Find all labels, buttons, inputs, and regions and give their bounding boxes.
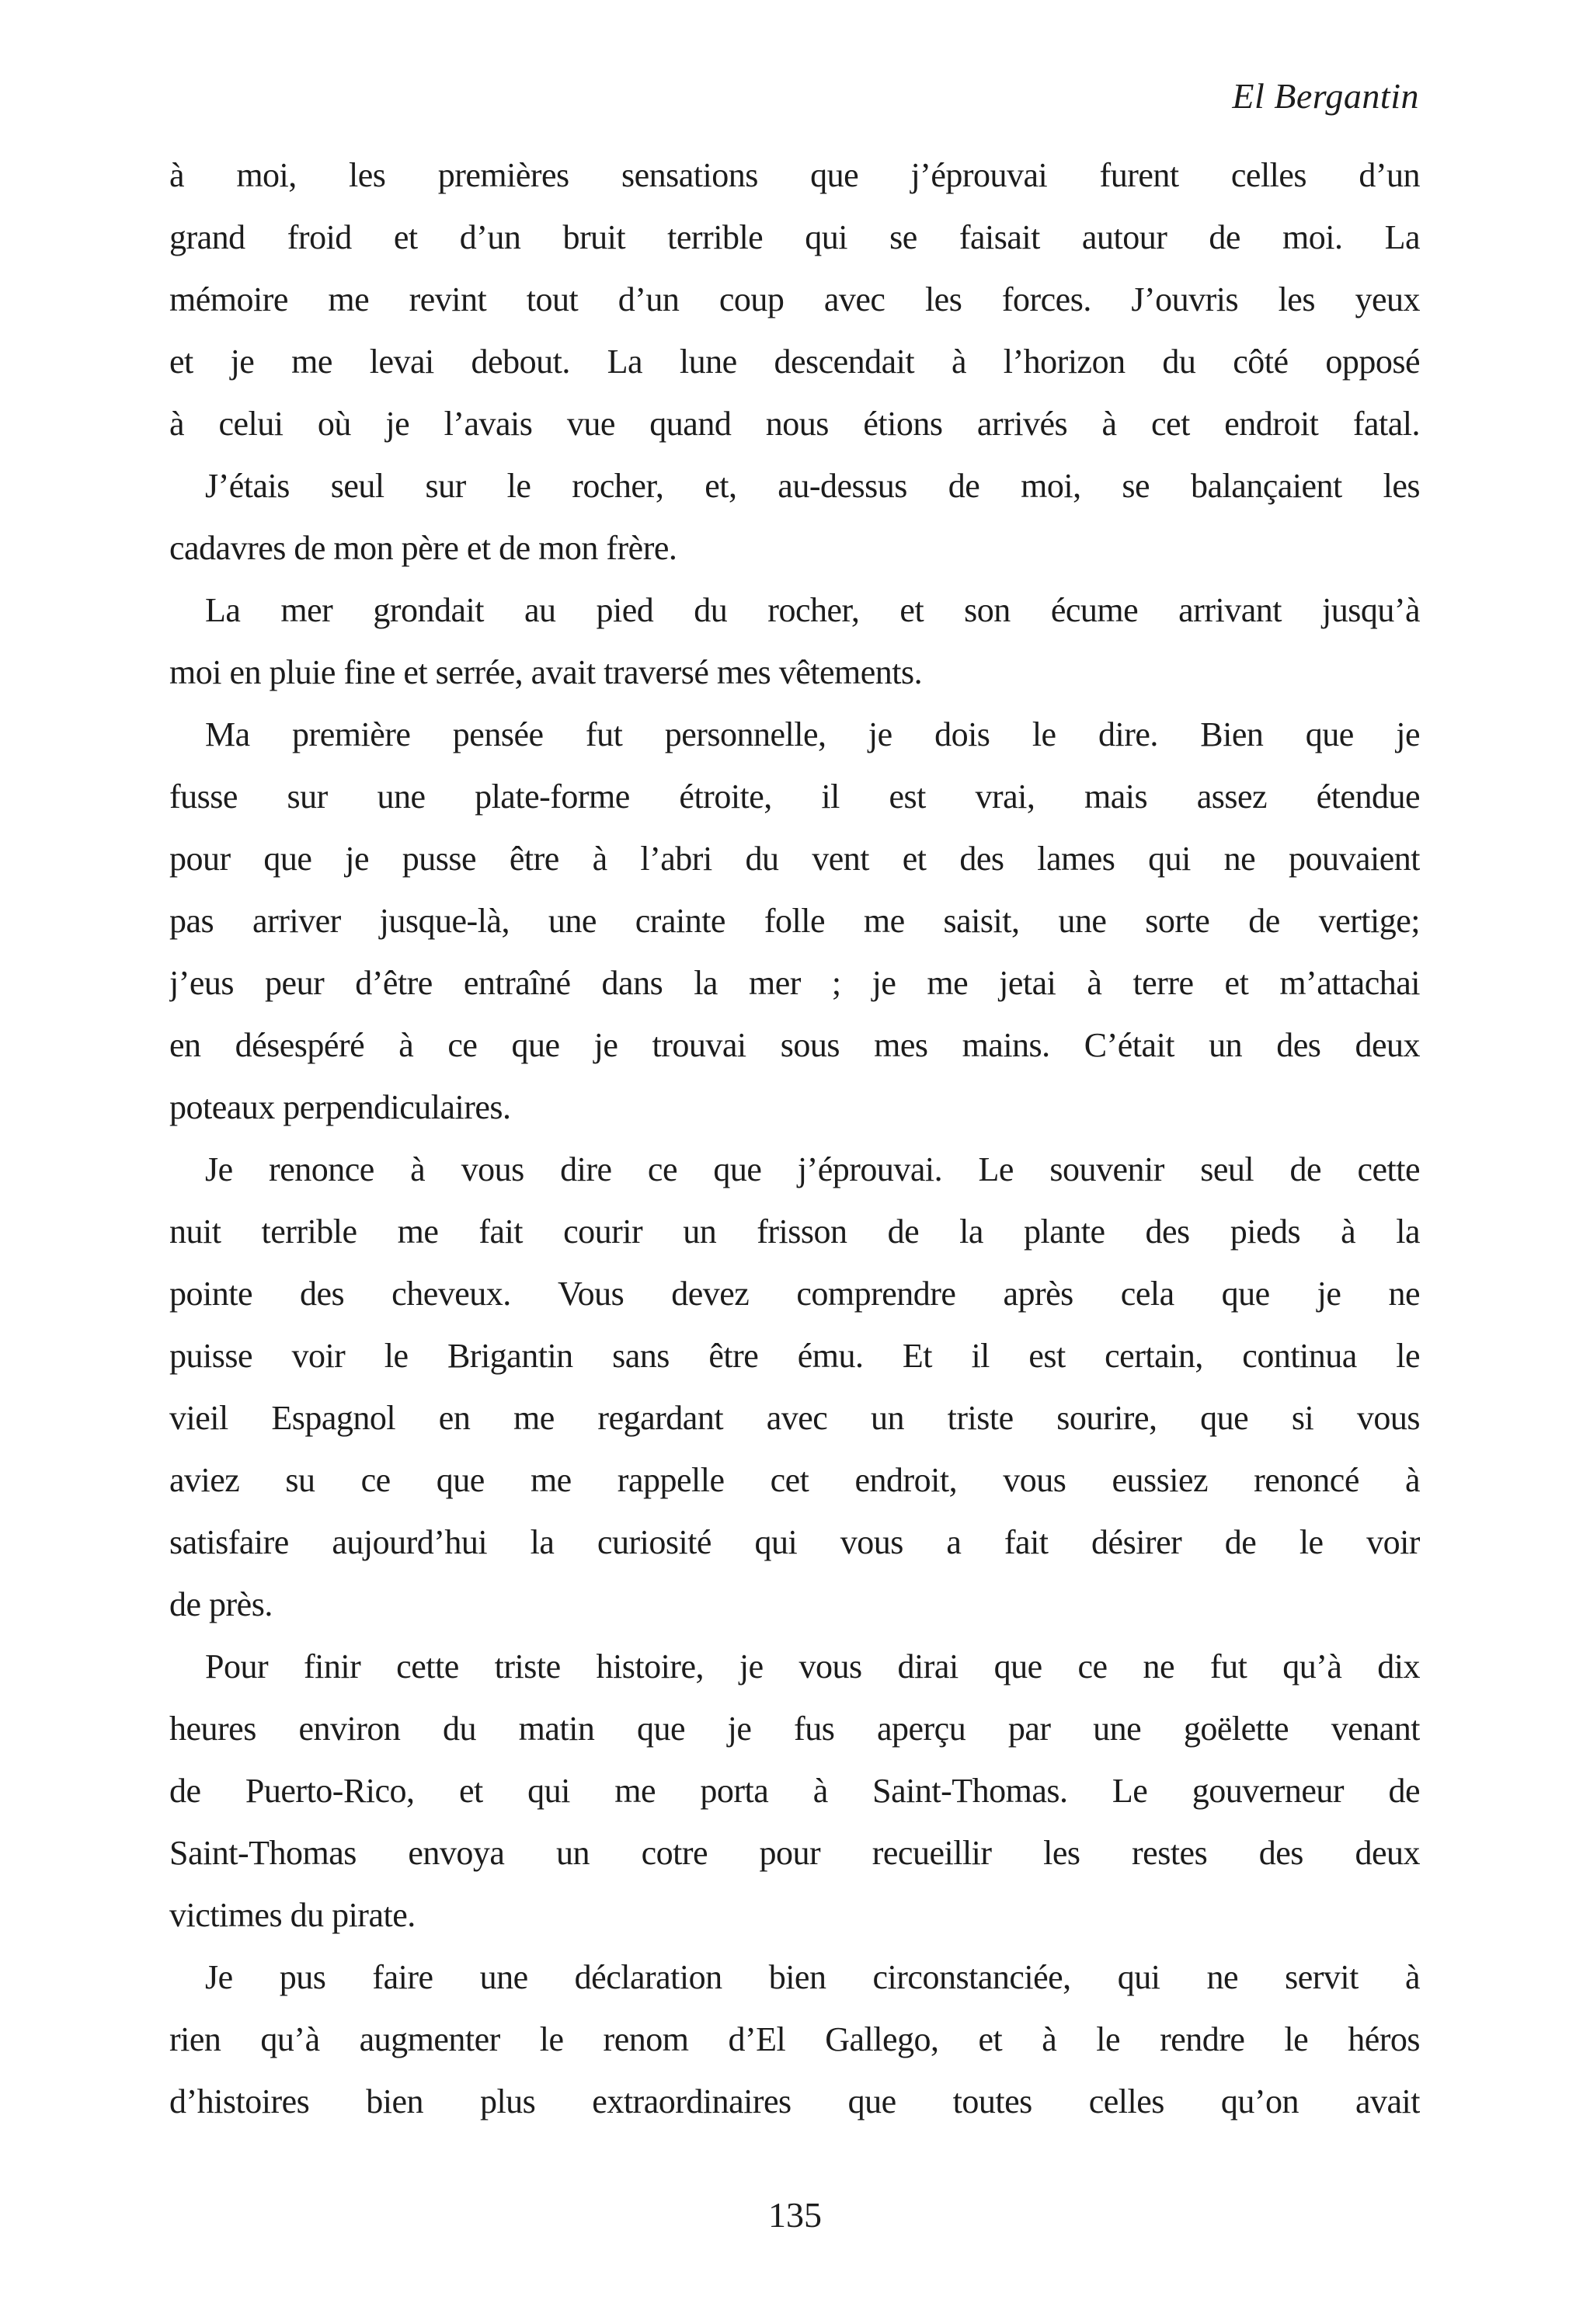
paragraph: [169, 1636, 1420, 1947]
text-line: victimes du pirate.: [169, 1896, 416, 1934]
text-line: d’histoires bien plus extraordinaires que toutes celles qu’on avait: [169, 2082, 1420, 2120]
text-line: heures environ du matin que je fus aperçu par une goëlette venant: [169, 1710, 1420, 1748]
text-line: rien qu’à augmenter le renom d’El Gallego, et à le rendre le héros: [169, 2020, 1420, 2058]
paragraph: [169, 1139, 1420, 1636]
text-line: Ma première pensée fut personnelle, je dois le dire. Bien que je: [205, 715, 1420, 753]
text-line: grand froid et d’un bruit terrible qui se faisait autour de moi. La: [169, 218, 1420, 256]
text-line: Je renonce à vous dire ce que j’éprouvai. Le souvenir seul de cette: [205, 1150, 1420, 1188]
text-line: à celui où je l’avais vue quand nous étions arrivés à cet endroit fatal.: [169, 405, 1420, 443]
text-line: pas arriver jusque-là, une crainte folle me saisit, une sorte de vertige;: [169, 902, 1420, 940]
text-line: de Puerto-Rico, et qui me porta à Saint-Thomas. Le gouverneur de: [169, 1772, 1420, 1810]
page-number: 135: [768, 2195, 822, 2235]
text-line: en désespéré à ce que je trouvai sous mes mains. C’était un des deux: [169, 1026, 1420, 1064]
paragraph: [169, 455, 1420, 579]
text-line: pointe des cheveux. Vous devez comprendre après cela que je ne: [169, 1275, 1420, 1313]
text-line: aviez su ce que me rappelle cet endroit, vous eussiez renoncé à: [169, 1461, 1420, 1499]
text-line: pour que je pusse être à l’abri du vent et des lames qui ne pouvaient: [169, 840, 1420, 878]
text-line: Pour finir cette triste histoire, je vous dirai que ce ne fut qu’à dix: [205, 1647, 1420, 1686]
text-line: satisfaire aujourd’hui la curiosité qui vous a fait désirer de le voir: [169, 1523, 1420, 1561]
text-line: cadavres de mon père et de mon frère.: [169, 529, 677, 567]
text-line: moi en pluie fine et serrée, avait traversé mes vêtements.: [169, 653, 923, 691]
text-line: Je pus faire une déclaration bien circonstanciée, qui ne servit à: [205, 1958, 1420, 1996]
text-line: La mer grondait au pied du rocher, et son écume arrivant jusqu’à: [205, 591, 1420, 629]
running-header: El Bergantin: [1232, 76, 1419, 116]
text-line: puisse voir le Brigantin sans être ému. Et il est certain, continua le: [169, 1337, 1420, 1375]
text-line: J’étais seul sur le rocher, et, au-dessus de moi, se balançaient les: [205, 467, 1420, 505]
paragraph: [169, 144, 1420, 455]
text-line: vieil Espagnol en me regardant avec un triste sourire, que si vous: [169, 1399, 1420, 1437]
text-line: à moi, les premières sensations que j’éprouvai furent celles d’un: [169, 156, 1420, 194]
text-line: et je me levai debout. La lune descendait à l’horizon du côté opposé: [169, 343, 1420, 381]
text-line: j’eus peur d’être entraîné dans la mer ; je me jetai à terre et m’attachai: [169, 964, 1420, 1002]
text-line: de près.: [169, 1585, 273, 1623]
paragraph: [169, 704, 1420, 1139]
paragraph: [169, 1947, 1420, 2133]
text-line: fusse sur une plate-forme étroite, il est vrai, mais assez étendue: [169, 778, 1420, 816]
body-text: [169, 144, 1420, 2133]
text-line: Saint-Thomas envoya un cotre pour recueillir les restes des deux: [169, 1834, 1420, 1872]
text-line: mémoire me revint tout d’un coup avec les forces. J’ouvris les yeux: [169, 280, 1420, 318]
text-line: poteaux perpendiculaires.: [169, 1088, 511, 1126]
paragraph: [169, 579, 1420, 704]
text-line: nuit terrible me fait courir un frisson de la plante des pieds à la: [169, 1212, 1420, 1251]
